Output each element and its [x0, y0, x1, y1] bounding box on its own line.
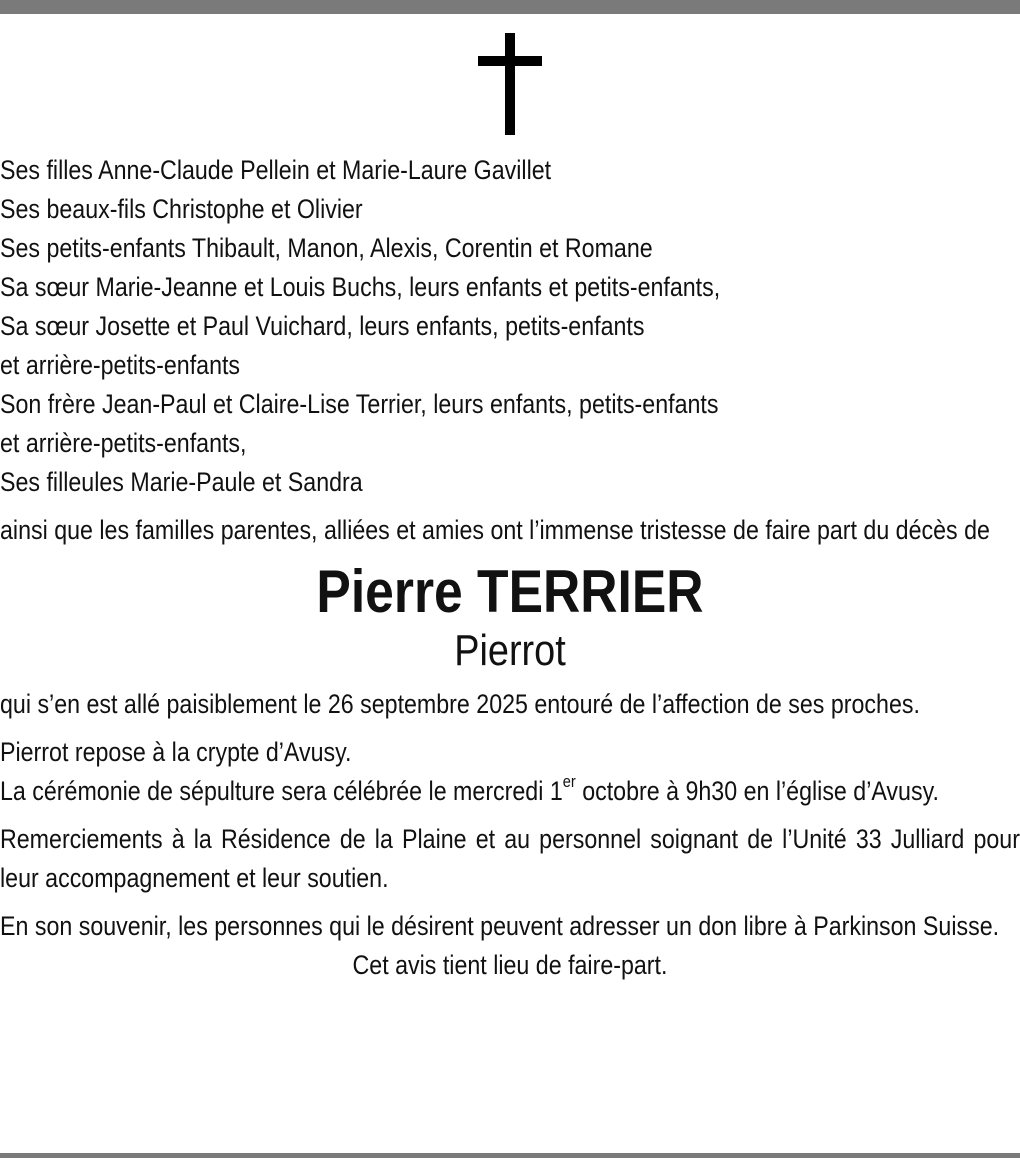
family-list	[0, 151, 1020, 502]
family-line: Ses filleules Marie-Paule et Sandra	[0, 467, 363, 497]
family-line: Ses filles Anne-Claude Pellein et Marie-Laure Gavillet	[0, 155, 552, 185]
family-line: Son frère Jean-Paul et Claire-Lise Terrier, leurs enfants, petits-enfants	[0, 389, 719, 419]
cross-icon	[478, 33, 542, 135]
bottom-border	[0, 1153, 1020, 1158]
family-line: et arrière-petits-enfants	[0, 350, 241, 380]
rest-location: Pierrot repose à la crypte d’Avusy.	[0, 737, 352, 767]
family-line: Ses beaux-fils Christophe et Olivier	[0, 194, 363, 224]
family-line: et arrière-petits-enfants,	[0, 428, 247, 458]
ceremony-info	[0, 733, 1020, 811]
family-line: Sa sœur Josette et Paul Vuichard, leurs enfants, petits-enfants	[0, 311, 645, 341]
announcement: ainsi que les familles parentes, alliées et amies ont l’immense tristesse de faire part du décès de	[0, 515, 990, 545]
deceased-nickname: Pierrot	[454, 626, 566, 675]
donation: En son souvenir, les personnes qui le désirent peuvent adresser un don libre à Parkinson Suisse.	[0, 911, 1000, 941]
family-line: Sa sœur Marie-Jeanne et Louis Buchs, leurs enfants et petits-enfants,	[0, 272, 721, 302]
top-border	[0, 0, 1020, 14]
closing-note: Cet avis tient lieu de faire-part.	[352, 950, 668, 980]
obituary-text	[0, 151, 1020, 985]
family-line: Ses petits-enfants Thibault, Manon, Alexis, Corentin et Romane	[0, 233, 653, 263]
ceremony-ordinal: er	[562, 772, 576, 791]
ceremony-line	[0, 772, 1020, 811]
ceremony-text-before: La cérémonie de sépulture sera célébrée le mercredi 1	[0, 776, 563, 806]
thanks: Remerciements à la Résidence de la Plaine et au personnel soignant de l’Unité 33 Julliard pour leur accompagnement et leur soutien.	[0, 824, 1020, 893]
deceased-name: Pierre TERRIER	[316, 558, 704, 625]
passing-notice: qui s’en est allé paisiblement le 26 septembre 2025 entouré de l’affection de ses proches.	[0, 689, 920, 719]
ceremony-text-after: octobre à 9h30 en l’église d’Avusy.	[575, 776, 939, 806]
